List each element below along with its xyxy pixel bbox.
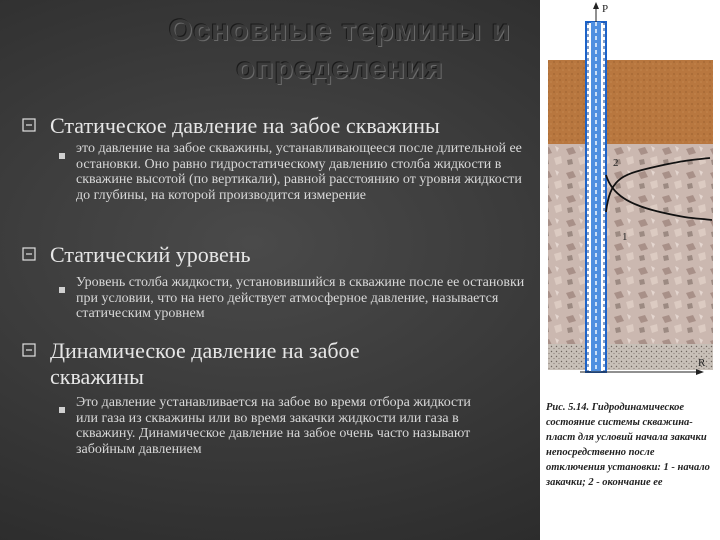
curve-label-2: 2 [613, 157, 619, 169]
square-bullet-icon [58, 281, 66, 289]
figure-caption: Рис. 5.14. Гидродинамическое состояние системы скважина-пласт для условий начала закачки непосредственно после отключения установки: 1 - начало закачки; 2 - окончание ее [546, 402, 710, 488]
section-text-static-pressure: это давление на забое скважины, устанавливающееся после длительной ее остановки. Оно равно гидростатическому давлению столба жидкости в скважине высотой (по вертикали), равной расстоянию от уровня жидкости до глубины, на которой производится измерение [76, 141, 522, 203]
section-text-static-level: Уровень столба жидкости, установившийся в скважине после ее остановки при условии, что на него действует атмосферное давление, называется статическим уровнем [76, 275, 525, 322]
title-line-1: Основные термины и [168, 14, 512, 47]
well-diagram-figure [540, 0, 720, 540]
section-heading-static-pressure: Статическое давление на забое скважины [50, 113, 440, 138]
square-bullet-icon [58, 147, 66, 155]
boxed-minus-icon [22, 247, 36, 261]
curve-label-1: 1 [622, 231, 628, 243]
well-diagram [540, 0, 720, 400]
title-line-2: определения [236, 52, 444, 85]
section-heading-dynamic-pressure: Динамическое давление на забое скважины [50, 338, 360, 389]
section-text-dynamic-pressure: Это давление устанавливается на забое во время отбора жидкости или газа из скважины или во время закачки жидкости или газа в скважину. Динамическое давление на забое очень часто называют забойным давлением [76, 395, 471, 457]
soil-layer [548, 60, 713, 144]
slide-title [120, 12, 560, 88]
axis-label-r: R [698, 357, 706, 369]
square-bullet-icon [58, 401, 66, 409]
boxed-minus-icon [22, 343, 36, 357]
boxed-minus-icon [22, 118, 36, 132]
section-heading-static-level: Статический уровень [50, 242, 251, 267]
axis-label-p: P [602, 3, 609, 15]
reservoir-layer [548, 344, 713, 370]
